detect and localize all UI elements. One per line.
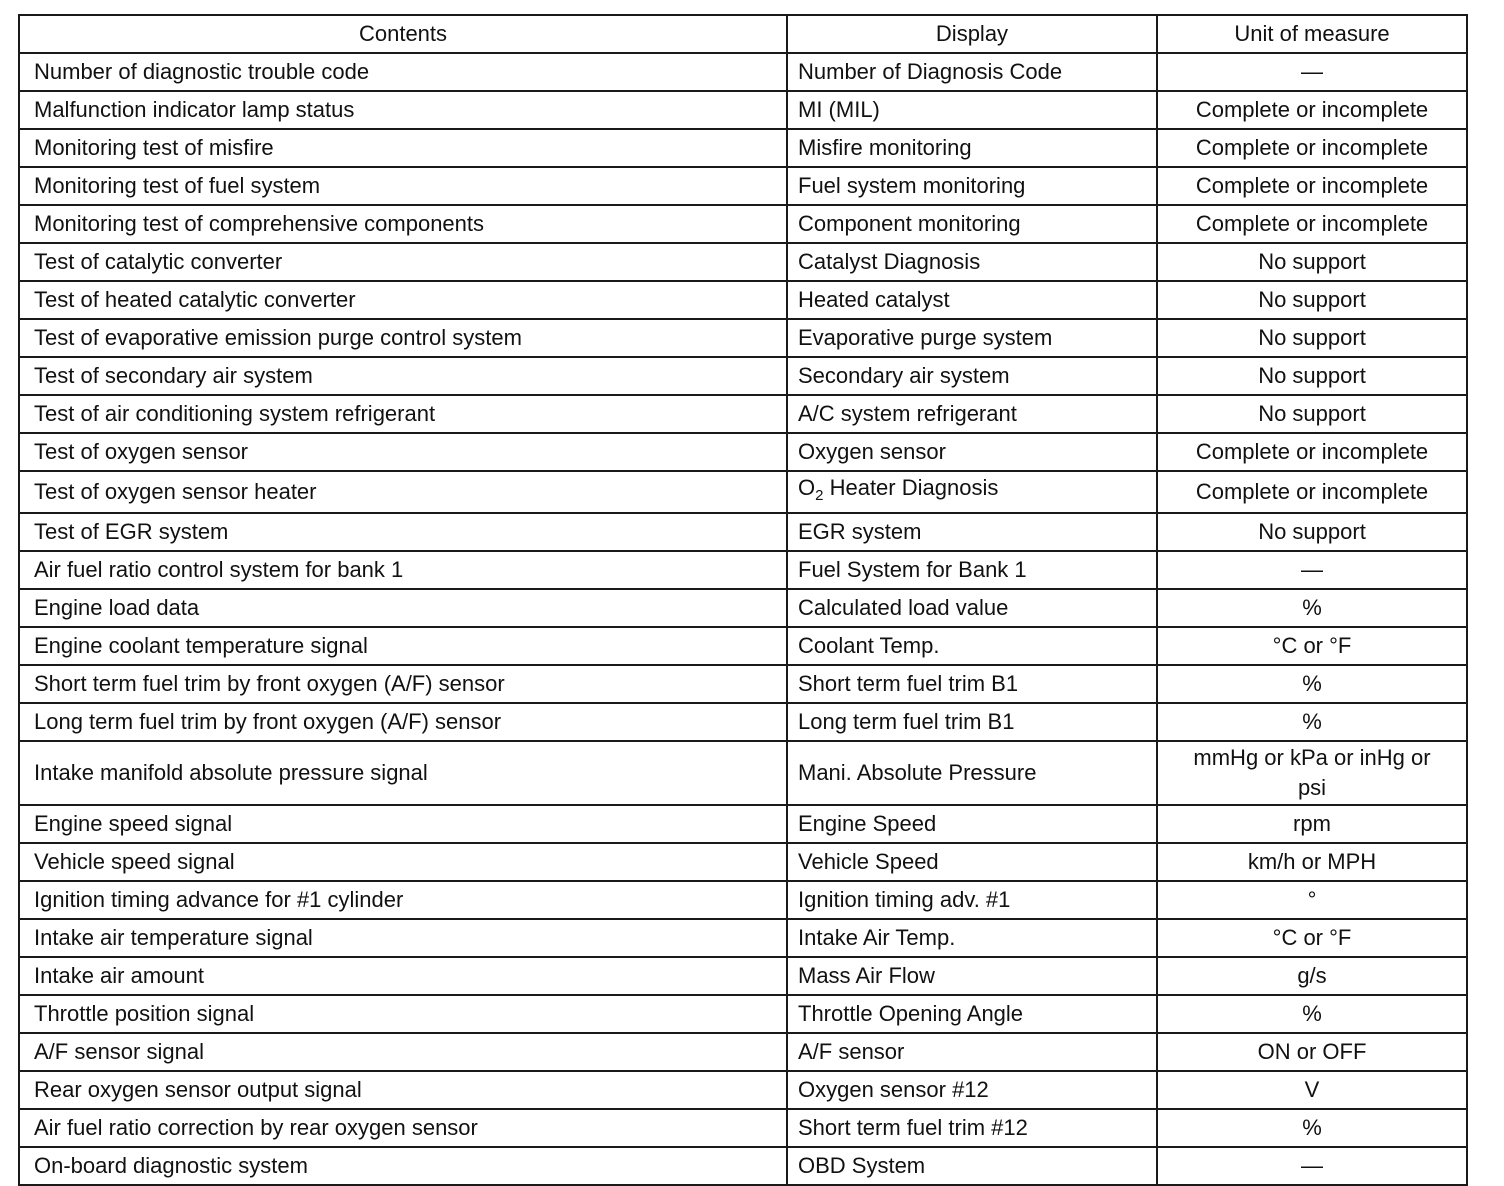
cell-contents: Ignition timing advance for #1 cylinder <box>19 881 787 919</box>
table-row <box>19 665 1467 703</box>
cell-contents: Test of oxygen sensor heater <box>19 471 787 513</box>
cell-contents: Throttle position signal <box>19 995 787 1033</box>
cell-display: Fuel system monitoring <box>787 167 1157 205</box>
display-subscript: 2 <box>815 487 824 504</box>
table-row <box>19 395 1467 433</box>
cell-contents: On-board diagnostic system <box>19 1147 787 1185</box>
cell-display: Ignition timing adv. #1 <box>787 881 1157 919</box>
cell-display: A/F sensor <box>787 1033 1157 1071</box>
cell-display: Evaporative purge system <box>787 319 1157 357</box>
table-row <box>19 1033 1467 1071</box>
cell-display: A/C system refrigerant <box>787 395 1157 433</box>
header-contents: Contents <box>19 15 787 53</box>
display-suffix: Heater Diagnosis <box>823 475 999 500</box>
cell-unit: Complete or incomplete <box>1157 91 1467 129</box>
cell-unit: No support <box>1157 357 1467 395</box>
cell-unit: % <box>1157 703 1467 741</box>
diagnostic-data-table <box>18 14 1468 1186</box>
cell-unit: % <box>1157 665 1467 703</box>
table-row <box>19 919 1467 957</box>
cell-unit: Complete or incomplete <box>1157 129 1467 167</box>
cell-unit: % <box>1157 1109 1467 1147</box>
header-display: Display <box>787 15 1157 53</box>
table-row <box>19 843 1467 881</box>
table-row <box>19 703 1467 741</box>
table-row <box>19 53 1467 91</box>
document-page <box>18 14 1466 1186</box>
table-row <box>19 357 1467 395</box>
table-row <box>19 129 1467 167</box>
cell-unit: Complete or incomplete <box>1157 471 1467 513</box>
cell-display: OBD System <box>787 1147 1157 1185</box>
cell-display: Oxygen sensor <box>787 433 1157 471</box>
cell-unit: No support <box>1157 395 1467 433</box>
cell-contents: Test of evaporative emission purge control system <box>19 319 787 357</box>
cell-contents: Test of air conditioning system refrigerant <box>19 395 787 433</box>
cell-unit: No support <box>1157 513 1467 551</box>
table-row <box>19 1109 1467 1147</box>
cell-display: EGR system <box>787 513 1157 551</box>
cell-contents: Monitoring test of comprehensive components <box>19 205 787 243</box>
cell-unit: g/s <box>1157 957 1467 995</box>
cell-display: Mass Air Flow <box>787 957 1157 995</box>
cell-contents: Test of catalytic converter <box>19 243 787 281</box>
cell-display: Intake Air Temp. <box>787 919 1157 957</box>
cell-display: Coolant Temp. <box>787 627 1157 665</box>
display-prefix: O <box>798 475 816 500</box>
table-row <box>19 589 1467 627</box>
cell-display: Component monitoring <box>787 205 1157 243</box>
cell-contents: Long term fuel trim by front oxygen (A/F) sensor <box>19 703 787 741</box>
cell-display: Heated catalyst <box>787 281 1157 319</box>
table-row <box>19 319 1467 357</box>
cell-unit: No support <box>1157 281 1467 319</box>
cell-display: Long term fuel trim B1 <box>787 703 1157 741</box>
cell-unit: % <box>1157 589 1467 627</box>
cell-display <box>787 471 1157 513</box>
table-row <box>19 205 1467 243</box>
table-row <box>19 805 1467 843</box>
cell-display: MI (MIL) <box>787 91 1157 129</box>
cell-unit: Complete or incomplete <box>1157 433 1467 471</box>
table-header-row <box>19 15 1467 53</box>
cell-unit: °C or °F <box>1157 627 1467 665</box>
table-row <box>19 433 1467 471</box>
cell-unit: km/h or MPH <box>1157 843 1467 881</box>
cell-unit: Complete or incomplete <box>1157 167 1467 205</box>
table-row <box>19 741 1467 805</box>
cell-display: Oxygen sensor #12 <box>787 1071 1157 1109</box>
table-row <box>19 957 1467 995</box>
cell-contents: Number of diagnostic trouble code <box>19 53 787 91</box>
cell-contents: Test of oxygen sensor <box>19 433 787 471</box>
cell-unit: mmHg or kPa or inHg or psi <box>1157 741 1467 805</box>
cell-contents: Engine speed signal <box>19 805 787 843</box>
table-row <box>19 91 1467 129</box>
cell-contents: Intake air temperature signal <box>19 919 787 957</box>
cell-contents: Test of EGR system <box>19 513 787 551</box>
table-row <box>19 995 1467 1033</box>
cell-unit: — <box>1157 551 1467 589</box>
cell-contents: Air fuel ratio correction by rear oxygen sensor <box>19 1109 787 1147</box>
cell-unit: rpm <box>1157 805 1467 843</box>
cell-unit: — <box>1157 53 1467 91</box>
cell-display: Calculated load value <box>787 589 1157 627</box>
cell-unit: V <box>1157 1071 1467 1109</box>
cell-unit: Complete or incomplete <box>1157 205 1467 243</box>
table-row <box>19 1147 1467 1185</box>
header-unit: Unit of measure <box>1157 15 1467 53</box>
cell-contents: A/F sensor signal <box>19 1033 787 1071</box>
cell-display: Secondary air system <box>787 357 1157 395</box>
cell-unit: No support <box>1157 319 1467 357</box>
cell-contents: Engine load data <box>19 589 787 627</box>
cell-contents: Air fuel ratio control system for bank 1 <box>19 551 787 589</box>
cell-unit: % <box>1157 995 1467 1033</box>
table-row <box>19 513 1467 551</box>
table-row <box>19 881 1467 919</box>
cell-contents: Monitoring test of fuel system <box>19 167 787 205</box>
cell-display: Short term fuel trim B1 <box>787 665 1157 703</box>
cell-unit: No support <box>1157 243 1467 281</box>
cell-display: Misfire monitoring <box>787 129 1157 167</box>
cell-display: Fuel System for Bank 1 <box>787 551 1157 589</box>
table-row <box>19 627 1467 665</box>
cell-unit: ON or OFF <box>1157 1033 1467 1071</box>
cell-contents: Test of secondary air system <box>19 357 787 395</box>
table-row <box>19 471 1467 513</box>
table-row <box>19 243 1467 281</box>
cell-contents: Intake manifold absolute pressure signal <box>19 741 787 805</box>
cell-unit: ° <box>1157 881 1467 919</box>
cell-contents: Monitoring test of misfire <box>19 129 787 167</box>
cell-display: Mani. Absolute Pressure <box>787 741 1157 805</box>
cell-display: Engine Speed <box>787 805 1157 843</box>
table-row <box>19 1071 1467 1109</box>
cell-unit: — <box>1157 1147 1467 1185</box>
cell-contents: Engine coolant temperature signal <box>19 627 787 665</box>
table-row <box>19 281 1467 319</box>
cell-contents: Malfunction indicator lamp status <box>19 91 787 129</box>
cell-display: Vehicle Speed <box>787 843 1157 881</box>
cell-contents: Rear oxygen sensor output signal <box>19 1071 787 1109</box>
cell-display: Short term fuel trim #12 <box>787 1109 1157 1147</box>
table-row <box>19 167 1467 205</box>
cell-contents: Test of heated catalytic converter <box>19 281 787 319</box>
cell-contents: Intake air amount <box>19 957 787 995</box>
cell-display: Number of Diagnosis Code <box>787 53 1157 91</box>
cell-display: Catalyst Diagnosis <box>787 243 1157 281</box>
cell-unit: °C or °F <box>1157 919 1467 957</box>
cell-display: Throttle Opening Angle <box>787 995 1157 1033</box>
cell-contents: Vehicle speed signal <box>19 843 787 881</box>
cell-contents: Short term fuel trim by front oxygen (A/F) sensor <box>19 665 787 703</box>
table-row <box>19 551 1467 589</box>
